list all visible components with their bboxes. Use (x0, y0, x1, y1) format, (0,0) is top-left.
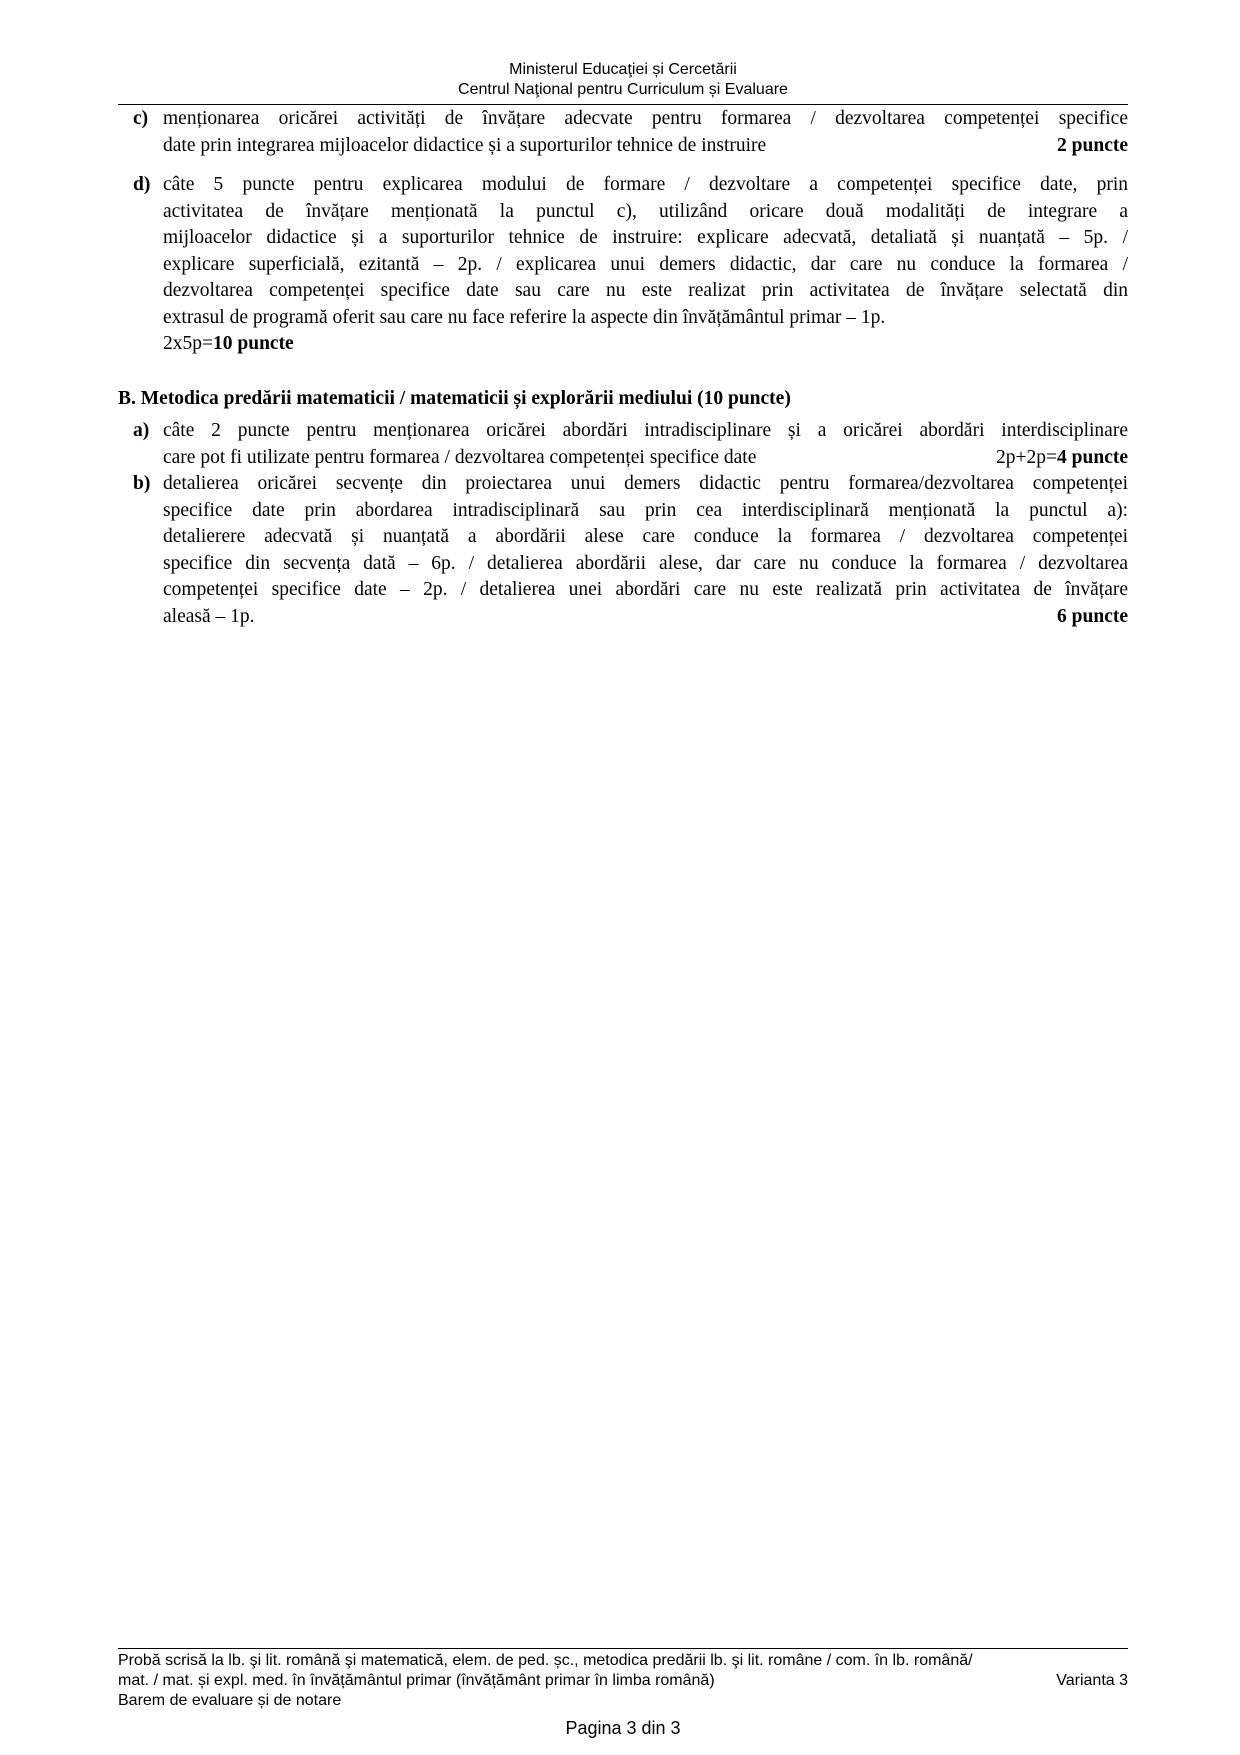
item-d-label: d) (133, 174, 151, 195)
footer-line-3: Barem de evaluare și de notare (118, 1692, 342, 1709)
item-b-b (133, 471, 1128, 630)
item-d-line-2: activitatea de învățare menționată la punctul c), utilizând oricare două modalități de integrare a (163, 200, 1128, 222)
item-b-a-line-2: care pot fi utilizate pentru formarea / dezvoltarea competenței specifice date (163, 446, 757, 468)
item-b-b-line-6-wrap (163, 604, 1128, 631)
section-b-title: B. Metodica predării matematicii / matematicii și explorării mediului (10 puncte) (118, 388, 791, 409)
footer-line-1: Probă scrisă la lb. şi lit. română şi matematică, elem. de ped. șc., metodica predării lb. şi lit. române / com. în lb. română/ (118, 1652, 973, 1669)
item-d-points: 10 puncte (213, 333, 294, 354)
footer-line-2: mat. / mat. și expl. med. în învățământul primar (învățământ primar în limba română) (118, 1672, 715, 1689)
header-divider (118, 104, 1128, 105)
item-d-line-6: extrasul de programă oferit sau care nu face referire la aspecte din învățământul primar – 1p. (163, 306, 886, 328)
item-b-b-line-3: detalierere adecvată și nuanțată a abordării alese care conduce la formarea / dezvoltarea competenței (163, 526, 1128, 547)
item-c-points: 2 puncte (1057, 134, 1128, 156)
header-center: Centrul Naţional pentru Curriculum și Evaluare (458, 81, 788, 98)
item-b-b-line-2: specifice date prin abordarea intradisciplinară sau prin cea interdisciplinară menționată la punctul a): (163, 499, 1128, 521)
item-b-b-label: b) (133, 473, 151, 494)
item-d-line-5: dezvoltarea competenței specifice date sau care nu este realizat prin activitatea de învățare selectată din (163, 280, 1128, 301)
item-b-a-points-wrap (996, 445, 1128, 472)
item-c-line-2-wrap (163, 133, 1128, 160)
item-c-line-2: date prin integrarea mijloacelor didactice și a suporturilor tehnice de instruire (163, 134, 767, 156)
document-footer (118, 1651, 1128, 1711)
item-b-a-points-prefix: 2p+2p= (996, 446, 1058, 468)
item-d (133, 172, 1128, 358)
item-c-line-1: menționarea oricărei activități de învățare adecvate pentru formarea / dezvoltarea competenței specifice (163, 108, 1128, 129)
item-b-b-line-6: aleasă – 1p. (163, 605, 255, 627)
footer-divider (118, 1648, 1128, 1649)
item-b-b-line-5: competenței specifice date – 2p. / detalierea unei abordări care nu este realizată prin activitatea de învățare (163, 579, 1128, 600)
item-b-a-line-1: câte 2 puncte pentru menționarea oricărei abordări intradisciplinare și a oricărei abordări interdisciplinare (163, 420, 1128, 441)
item-b-b-line-1: detalierea oricărei secvențe din proiectarea unui demers didactic pentru formarea/dezvoltarea competenței (163, 473, 1128, 494)
item-b-a (133, 418, 1128, 471)
item-d-line-4: explicare superficială, ezitantă – 2p. / explicarea unui demers didactic, dar care nu conduce la formarea / (163, 253, 1128, 275)
item-c (133, 106, 1128, 159)
page-number: Pagina 3 din 3 (565, 1718, 681, 1738)
item-b-a-points: 4 puncte (1057, 446, 1128, 468)
footer-variant: Varianta 3 (1056, 1672, 1128, 1689)
document-header (118, 60, 1128, 100)
header-ministry: Ministerul Educaţiei și Cercetării (509, 61, 737, 78)
item-b-a-line-2-wrap (163, 445, 1128, 472)
footer-line-2-wrap (118, 1671, 1128, 1691)
item-d-line-3: mijloacelor didactice și a suporturilor tehnice de instruire: explicare adecvată, detaliată și nuanțată – 5p. / (163, 227, 1128, 248)
item-d-points-line (163, 331, 1128, 358)
item-b-a-label: a) (133, 420, 150, 441)
item-d-line-1: câte 5 puncte pentru explicarea modului de formare / dezvoltare a competenței specifice date, prin (163, 174, 1128, 195)
item-d-points-prefix: 2x5p= (163, 333, 213, 354)
item-b-b-line-4: specifice din secvența dată – 6p. / detalierea abordării alese, dar care nu conduce la formarea / dezvoltarea (163, 552, 1128, 574)
item-b-b-points: 6 puncte (1057, 605, 1128, 627)
item-c-label: c) (133, 108, 149, 129)
